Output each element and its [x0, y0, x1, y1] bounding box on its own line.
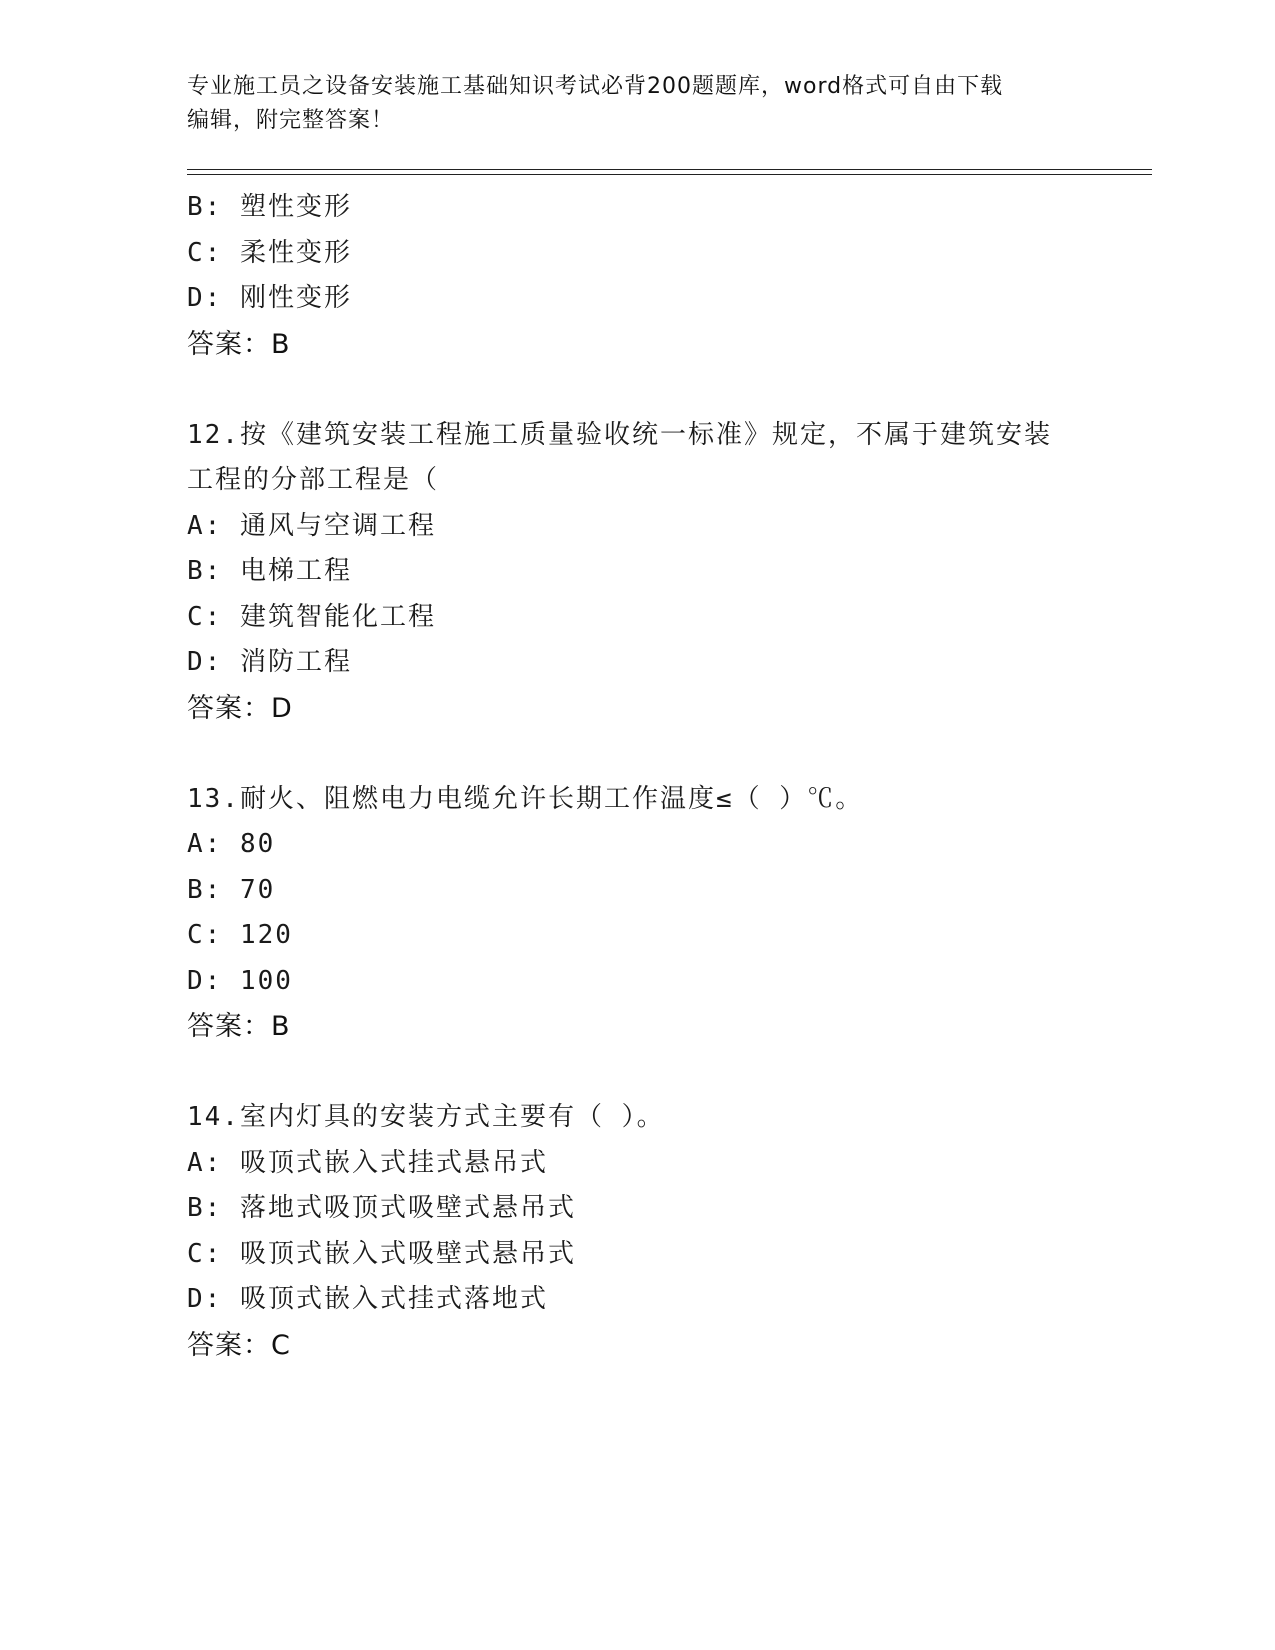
q13-answer: 答案：B [187, 1011, 291, 1042]
q12-option-d: D: 消防工程 [187, 647, 352, 677]
header-divider-bottom [187, 174, 1152, 175]
q12-answer: 答案：D [187, 692, 293, 724]
q13-option-a: A: 80 [187, 829, 276, 859]
question-14 [187, 1095, 1087, 1368]
header-title-line-1: 专业施工员之设备安装施工基础知识考试必背200题题库，word格式可自由下载 [187, 74, 1004, 99]
q11-option-b: B: 塑性变形 [187, 192, 352, 222]
q14-answer: 答案：C [187, 1329, 291, 1361]
question-spacer [187, 367, 1087, 413]
question-13 [187, 777, 1087, 1050]
question-12 [187, 413, 1087, 732]
q13-option-b: B: 70 [187, 874, 276, 905]
header-title-line-2: 编辑，附完整答案！ [187, 108, 395, 133]
q14-option-d: D: 吸顶式嵌入式挂式落地式 [187, 1284, 548, 1314]
document-header [187, 70, 1067, 138]
question-spacer [187, 731, 1087, 777]
q12-option-b: B: 电梯工程 [187, 556, 352, 586]
q11-option-c: C: 柔性变形 [187, 237, 352, 268]
q13-stem: 13.耐火、阻燃电力电缆允许长期工作温度≤（ ）℃。 [187, 783, 864, 814]
q14-stem: 14.室内灯具的安装方式主要有（ ）。 [187, 1102, 665, 1132]
q14-option-b: B: 落地式吸顶式吸壁式悬吊式 [187, 1193, 576, 1223]
question-content [187, 185, 1087, 1368]
q12-option-a: A: 通风与空调工程 [187, 510, 436, 541]
q12-option-c: C: 建筑智能化工程 [187, 601, 436, 632]
q12-stem-line-1: 12.按《建筑安装工程施工质量验收统一标准》规定，不属于建筑安装 [187, 419, 1052, 450]
q11-option-d: D: 刚性变形 [187, 283, 352, 313]
q13-option-c: C: 120 [187, 920, 293, 950]
header-divider-top [187, 169, 1152, 170]
q12-stem-line-2: 工程的分部工程是（ [187, 465, 440, 495]
q11-answer: 答案：B [187, 328, 291, 360]
q14-option-a: A: 吸顶式嵌入式挂式悬吊式 [187, 1147, 548, 1178]
question-spacer [187, 1050, 1087, 1096]
question-11 [187, 185, 1087, 367]
q14-option-c: C: 吸顶式嵌入式吸壁式悬吊式 [187, 1238, 576, 1269]
q13-option-d: D: 100 [187, 965, 293, 996]
